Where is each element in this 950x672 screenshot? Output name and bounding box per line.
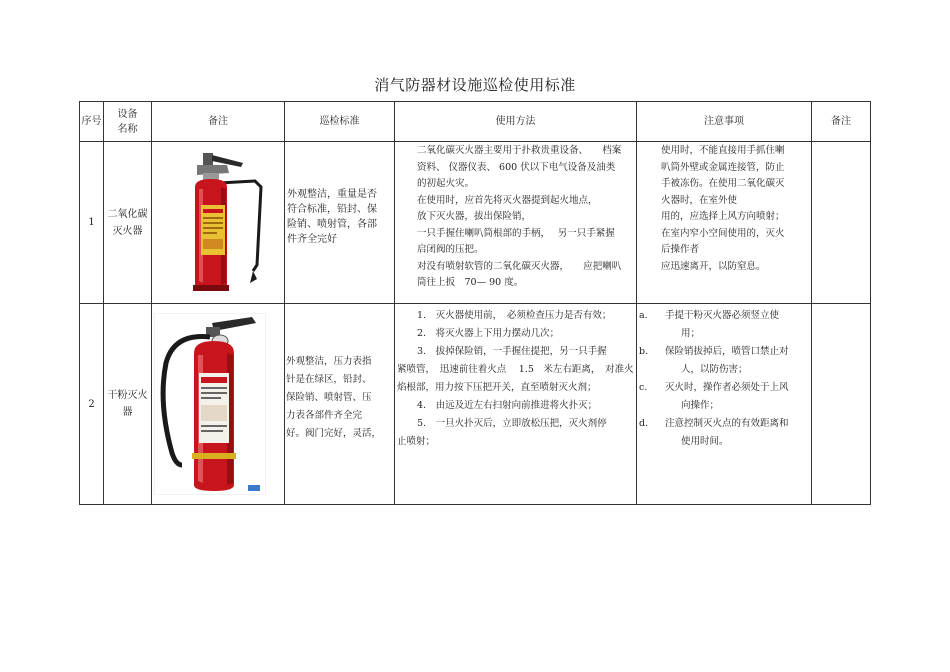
notes-item-label: a. (639, 310, 648, 321)
row1-method-line: 在使用时，应首先将灭火器提到起火地点， (417, 194, 598, 206)
header-divider (79, 141, 871, 142)
row1-standard-line: 险销、喷射管，各部 (287, 219, 377, 230)
row1-name-line2: 灭火器 (112, 225, 143, 237)
page-title: 消气防器材设施巡检使用标准 (374, 76, 576, 94)
row2-name-line1: 干粉灭火 (107, 390, 148, 401)
notes-item-line: 保险销拔掉后，喷管口禁止对 (665, 346, 789, 357)
col-line (151, 101, 152, 505)
row2-name-line2: 器 (122, 407, 133, 418)
notes-item-c (639, 379, 811, 415)
row1-index: 1 (88, 217, 95, 228)
notes-item-line: 使用时间。 (681, 436, 729, 447)
row1-notes-line: 叭筒外壁或金属连接管，防止 (661, 161, 785, 173)
notes-item-label: d. (639, 418, 649, 429)
row2-name (104, 304, 151, 504)
header-remark: 备注 (208, 116, 228, 127)
header-name-line1: 设备 (117, 108, 138, 120)
row2-method-line: 止喷射； (397, 436, 436, 447)
row2-method-line: 1. 灭火器使用前， 必须检查压力是否有效； (417, 310, 612, 321)
header-name-line2: 名称 (117, 123, 138, 135)
notes-item-label: b. (639, 346, 649, 357)
notes-item-line: 向操作； (681, 400, 720, 411)
row1-method-line: 资料、 仪器仪表、 600 伏以下电气设备及油类 (417, 161, 616, 173)
row1-standard (287, 187, 393, 247)
row1-notes-line: 手被冻伤。在使用二氧化碳灭 (661, 178, 785, 189)
row2-standard-line: 外观整洁，压力表指 (286, 356, 372, 367)
header-index: 序号 (81, 116, 102, 127)
notes-item-line: 人，以防伤害； (681, 364, 748, 375)
col-line (636, 101, 637, 505)
row2-index: 2 (88, 398, 95, 410)
row2-method-line: 焰根部，用力按下压把开关，直至喷射灭火剂； (397, 382, 597, 393)
co2-extinguisher-image (157, 147, 277, 297)
col-line (870, 101, 871, 505)
row1-method (417, 143, 635, 292)
row1-standard-line: 外观整洁，重量是否 (287, 189, 377, 200)
row2-standard-line: 保险销、喷射管、压 (286, 392, 372, 403)
row1-method-line: 对没有喷射软管的二氧化碳灭火器， 应把喇叭 (417, 260, 622, 272)
row1-method-line: 放下灭火器，拔出保险销， (417, 211, 532, 222)
row2-notes (639, 307, 811, 451)
notes-item-line: 注意控制灭火点的有效距离和 (665, 418, 789, 429)
inspection-table (79, 101, 871, 505)
row-divider (79, 303, 871, 304)
row2-standard (286, 353, 394, 443)
header-method: 使用方法 (495, 116, 536, 127)
row1-notes-line: 火器时，在室外使 (661, 194, 738, 206)
row1-notes-line: 应迅速离开，以防窒息。 (661, 260, 766, 272)
notes-item-line: 手提干粉灭火器必须竖立使 (665, 310, 780, 321)
row1-notes (661, 143, 809, 275)
row1-notes-line: 用的，应选择上风方向喷射； (661, 211, 785, 222)
col-line (811, 101, 812, 505)
table-border-bottom (79, 504, 871, 505)
row2-method-line: 2. 将灭火器上下用力摆动几次； (417, 328, 560, 339)
powder-extinguisher-image (154, 313, 266, 495)
row1-method-line: 二氧化碳灭火器主要用于扑救贵重设备、 档案 (417, 145, 622, 156)
notes-item-label: c. (639, 382, 648, 393)
row1-standard-line: 符合标准，铅封、保 (287, 204, 377, 215)
row1-notes-line: 在室内窄小空间使用的，灭火 (661, 227, 785, 239)
row2-standard-line: 针是在绿区，铅封、 (286, 374, 372, 385)
col-line (284, 101, 285, 505)
row2-method-line: 5. 一旦火扑灭后，立即放松压把，灭火剂停 (417, 418, 607, 429)
row2-standard-line: 好。阀门完好，灵活， (286, 428, 382, 439)
notes-item-b (639, 343, 811, 379)
row1-method-line: 一只手握住喇叭筒根部的手柄， 另一只手紧握 (417, 227, 615, 239)
row1-notes-line: 使用时，不能直接用手抓住喇 (661, 145, 785, 156)
row1-name-line1: 二氧化碳 (107, 208, 148, 220)
header-standard: 巡检标准 (319, 116, 360, 127)
row2-method (397, 307, 635, 451)
row2-method-line: 紧喷管， 迅速前往着火点 1.5 米左右距离， 对准火 (397, 364, 634, 375)
row2-method-line: 3. 拔掉保险销，一手握住提把，另一只手握 (417, 346, 607, 357)
header-remark-2: 备注 (831, 116, 851, 127)
notes-item-a (639, 307, 811, 343)
row1-method-line: 的初起火灾。 (417, 178, 475, 189)
notes-item-d (639, 415, 811, 451)
header-notes: 注意事项 (704, 116, 744, 127)
notes-item-line: 灭火时，操作者必须处于上风 (665, 382, 789, 393)
notes-item-line: 用； (681, 328, 701, 339)
row2-method-line: 4. 由远及近左右扫射向前推进将火扑灭； (417, 400, 598, 411)
row1-notes-line: 后操作者 (661, 244, 700, 255)
row1-name (104, 142, 151, 303)
header-name (104, 102, 151, 141)
row1-standard-line: 件齐全完好 (287, 234, 337, 245)
row1-method-line: 启闭阀的压把。 (417, 244, 484, 255)
row2-standard-line: 力表各部件齐全完 (286, 410, 363, 421)
row1-method-line: 筒往上扳 70— 90 度。 (417, 277, 524, 288)
col-line (394, 101, 395, 505)
